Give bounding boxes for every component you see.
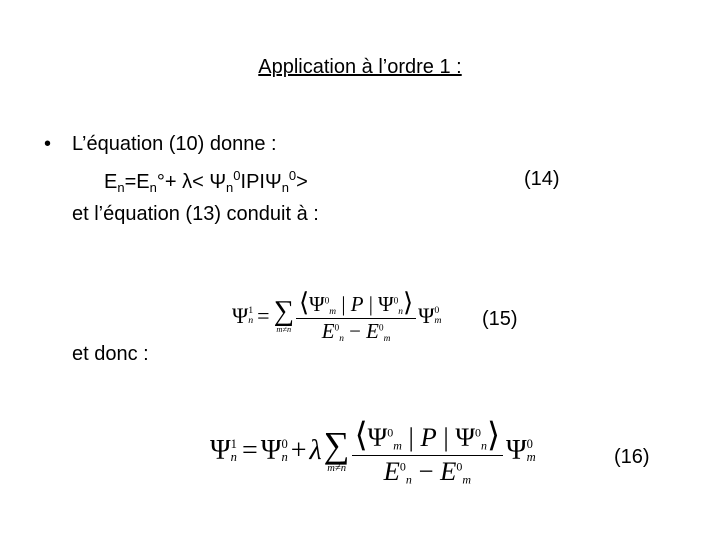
equation-label-16: (16)	[614, 446, 650, 468]
text-line-1: L’équation (10) donne :	[72, 133, 277, 155]
equation-14: $E_n=E_n^\circ+ \lambda< \Psi_n^0IPI\Psi_n^0>$	[104, 168, 308, 195]
slide-title: Application à l’ordre 1 :	[258, 56, 462, 78]
equation-16: Ψ 1 n = Ψ 0 n + λ ∑ m≠n $\frac{⟨\Psi^0m | P | \Psi^0n⟩}{E^0n - E^0m}$ Ψ 0 m	[210, 416, 536, 487]
equation-label-15: (15)	[482, 308, 518, 330]
equation-15: Ψ 1 n = ∑ m≠n $\frac{⟨\Psi^0m | P | \Psi^0n⟩}{E^0n - E^0m}$ Ψ 0 m	[232, 288, 442, 344]
text-line-3: et donc :	[72, 343, 149, 365]
equation-label-14: (14)	[524, 168, 560, 190]
text-line-2: et l’équation (13) conduit à :	[72, 203, 319, 225]
bullet-point: •	[44, 133, 52, 155]
